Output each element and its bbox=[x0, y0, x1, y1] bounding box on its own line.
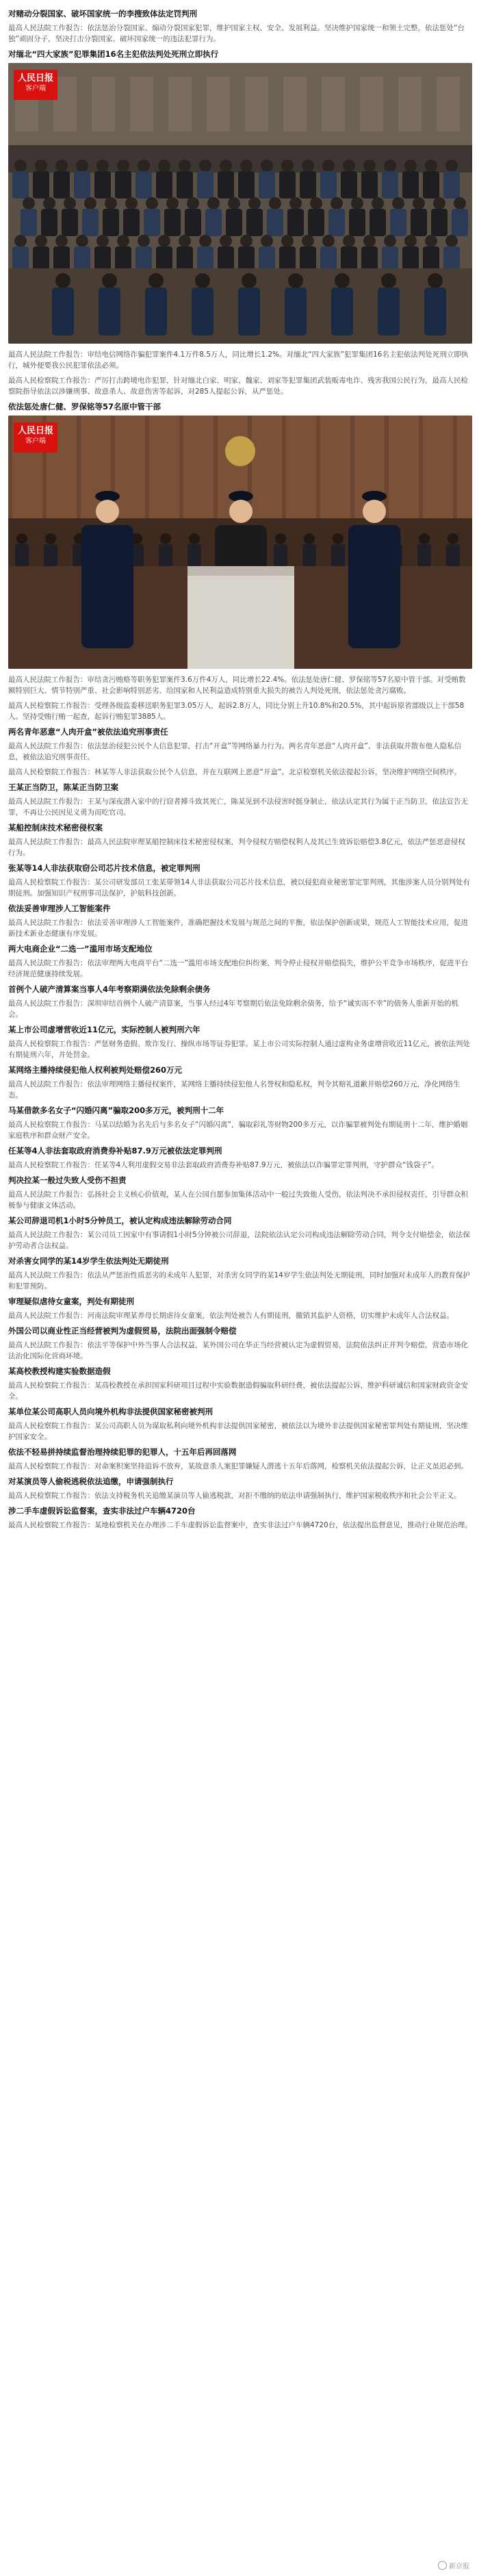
body-paragraph: 最高人民检察院工作报告：林某等人非法获取公民个人信息，并在互联网上恶意“开盒”。北京检察机关依法提起公诉，坚决维护网络空间秩序。 bbox=[8, 768, 461, 776]
article-section bbox=[8, 944, 472, 980]
section-heading: 某单位某公司高职人员向境外机构非法提供国家秘密被判刑 bbox=[8, 1407, 213, 1416]
logo-title: 人民日报 bbox=[17, 426, 53, 436]
body-paragraph: 最高人民法院工作报告：依法惩治侵犯公民个人信息犯罪，打击“开盒”等网络暴力行为。两名青年恶意“人肉开盒”、非法获取并散布他人隐私信息，被依法追究刑事责任。 bbox=[8, 742, 462, 761]
body-paragraph: 最高人民法院工作报告：王某与深夜潜入家中的行窃者搏斗致其死亡，陈某见到不法侵害时挺身制止，依法认定其行为属于正当防卫，依法宣告无罪，不再让公民因见义勇为而吃官司。 bbox=[8, 798, 468, 817]
weibo-icon bbox=[438, 2561, 447, 2570]
section-heading: 任某等4人非法套取政府消费券补贴87.9万元被依法定罪判刑 bbox=[8, 1146, 222, 1156]
logo-subtitle: 客户端 bbox=[25, 85, 46, 92]
body-paragraph: 最高人民检察院工作报告：严厉打击跨境电诈犯罪，针对缅北白家、明家、魏家、刘家等犯罪集团武装贩毒电诈、残害我国公民行为，最高人民检察院指导依法以涉嫌刑事、故意杀人、故意伤害等起诉，对285人提起公诉，从严惩处。 bbox=[8, 377, 468, 396]
section-heading: 依法不轻易拼持续监督治理持续犯罪的犯罪人，十五年后再回落网 bbox=[8, 1447, 237, 1457]
news-photo bbox=[8, 416, 472, 669]
logo-title: 人民日报 bbox=[17, 73, 53, 84]
article-section bbox=[8, 1175, 472, 1211]
body-paragraph: 最高人民检察院工作报告：某公司高职人员为谋取私利向境外机构非法提供国家秘密，被依法以为境外非法提供国家秘密罪判处有期徒刑，坚决维护国家安全。 bbox=[8, 1422, 468, 1441]
body-paragraph: 最高人民法院工作报告：审结贪污贿赂等职务犯罪案件3.6万件4万人，同比增长22.4%。依法惩处唐仁健、罗保铭等57名原中管干部。对受贿数额特别巨大、情节特别严重、社会影响特别恶劣、给国家和人民利益造成特别重大损失的被告人判处死刑，依法惩处贪污腐败。 bbox=[8, 676, 466, 695]
section-heading: 首例个人破产清算案当事人4年考察期满依法免除剩余债务 bbox=[8, 984, 211, 994]
article-section bbox=[8, 1065, 472, 1101]
section-heading: 某上市公司虚增营收近11亿元，实际控制人被判刑六年 bbox=[8, 1025, 200, 1034]
courtroom-photo bbox=[8, 416, 472, 669]
body-paragraph: 最高人民法院工作报告：弘扬社会主义核心价值观，某人在公园自愿参加集体活动中一般过失致他人受伤，依法判决不承担侵权责任，引导群众积极参与健康文体活动。 bbox=[8, 1190, 468, 1210]
article-section bbox=[8, 1326, 472, 1362]
body-paragraph: 最高人民检察院工作报告：依法支持税务机关追缴某演员等人偷逃税款，对拒不缴纳的依法申请强制执行，维护国家税收秩序和社会公平正义。 bbox=[8, 1492, 461, 1500]
article-section bbox=[8, 823, 472, 858]
body-paragraph: 最高人民检察院工作报告：马某以结婚为名先后与多名女子“闪婚闪离”，骗取彩礼等财物200多万元，以诈骗罪被判处有期徒刑十二年，维护婚姻家庭秩序和群众财产安全。 bbox=[8, 1121, 468, 1140]
body-paragraph: 最高人民检察院工作报告：某公司研发部员工张某带领14人非法获取公司芯片技术信息，被以侵犯商业秘密罪定罪判刑，其他涉案人员分别判处有期徒刑。加强知识产权刑事司法保护，护航科技创新。 bbox=[8, 878, 470, 897]
article-section bbox=[8, 782, 472, 818]
courtroom-photo bbox=[8, 63, 472, 344]
section-heading: 张某等14人非法获取窃公司芯片技术信息，被定罪判刑 bbox=[8, 863, 200, 873]
article-section bbox=[8, 402, 472, 722]
people-daily-logo bbox=[14, 422, 57, 452]
people-daily-logo bbox=[14, 70, 57, 100]
section-heading: 马某借款多名女子“闪婚闪离”骗取200多万元，被判刑十二年 bbox=[8, 1106, 224, 1115]
article-section bbox=[8, 1025, 472, 1060]
news-photo bbox=[8, 63, 472, 344]
article-section bbox=[8, 863, 472, 899]
section-heading: 外国公司以商业性正当经营被判为虚假贸易，法院出面强制令赔偿 bbox=[8, 1326, 237, 1336]
article-section bbox=[8, 1146, 472, 1171]
section-heading: 判决拉某一般过失致人受伤不担责 bbox=[8, 1175, 127, 1185]
section-heading: 对杀害女同学的某14岁学生依法判处无期徒刑 bbox=[8, 1256, 169, 1266]
article-section bbox=[8, 1447, 472, 1472]
article-section bbox=[8, 1256, 472, 1292]
section-heading: 某网络主播持续侵犯他人权利被判处赔偿260万元 bbox=[8, 1065, 183, 1075]
body-paragraph: 最高人民法院工作报告：依法审理两大电商平台“二选一”滥用市场支配地位纠纷案，判令停止侵权并赔偿损失，维护公平竞争市场秩序，促进平台经济规范健康持续发展。 bbox=[8, 959, 469, 978]
section-heading: 审理疑似虐待女童案，判处有期徒刑 bbox=[8, 1297, 134, 1306]
article-section bbox=[8, 1506, 472, 1531]
article-section bbox=[8, 984, 472, 1020]
section-heading: 王某正当防卫，陈某正当防卫案 bbox=[8, 782, 118, 792]
body-paragraph: 最高人民检察院工作报告：某高校教授在承担国家科研项目过程中实验数据造假骗取科研经费，被依法提起公诉，维护科研诚信和国家财政资金安全。 bbox=[8, 1381, 468, 1401]
body-paragraph: 最高人民法院工作报告：依法从严惩治性质恶劣的未成年人犯罪，对杀害女同学的某14岁学生依法判处无期徒刑，同时加强对未成年人的教育保护和犯罪预防。 bbox=[8, 1271, 470, 1290]
body-paragraph: 最高人民法院工作报告：依法惩治分裂国家、煽动分裂国家犯罪，维护国家主权、安全、发展利益。坚决维护国家统一和领土完整，依法惩处“台独”顽固分子，坚决打击分裂国家、破坏国家统一的违法犯罪行为。 bbox=[8, 24, 465, 43]
section-heading: 对某演员等人偷税逃税依法追缴，申请强制执行 bbox=[8, 1477, 174, 1486]
section-heading: 某船控制床技术秘密侵权案 bbox=[8, 823, 103, 832]
article-section bbox=[8, 904, 472, 939]
article-section bbox=[8, 1477, 472, 1501]
article-section bbox=[8, 1106, 472, 1141]
article-section bbox=[8, 1366, 472, 1402]
body-paragraph: 最高人民法院工作报告：河南法院审理某养母长期虐待女童案，依法判处被告人有期徒刑，撤销其监护人资格，切实维护未成年人合法权益。 bbox=[8, 1312, 454, 1320]
body-paragraph: 最高人民法院工作报告：依法妥善审理涉人工智能案件，准确把握技术发展与规范之间的平衡，依法保护创新成果，规范人工智能技术应用，促进新技术新业态健康有序发展。 bbox=[8, 919, 468, 938]
section-heading: 两大电商企业“二选一”滥用市场支配地位 bbox=[8, 944, 153, 954]
watermark-text: 新京报 bbox=[449, 2563, 469, 2571]
section-heading: 对缅北“四大家族”犯罪集团16名主犯依法判处死刑立即执行 bbox=[8, 49, 219, 59]
body-paragraph: 最高人民检察院工作报告：受理各级监委移送职务犯罪3.05万人，起诉2.8万人，同比分别上升10.8%和20.5%，其中起诉原省部级以上干部58人。坚持受贿行贿一起查，起诉行贿犯罪3885人。 bbox=[8, 702, 465, 721]
section-heading: 依法妥善审理涉人工智能案件 bbox=[8, 904, 111, 913]
article-section bbox=[8, 49, 472, 397]
article-section bbox=[8, 1297, 472, 1321]
body-paragraph: 最高人民法院工作报告：深圳审结首例个人破产清算案，当事人经过4年考察期后依法免除剩余债务，给予“诚实而不幸”的债务人重新开始的机会。 bbox=[8, 999, 459, 1019]
body-paragraph: 最高人民法院工作报告：依法审理网络主播侵权案件，某网络主播持续侵犯他人名誉权和隐私权，判令其赔礼道歉并赔偿260万元，净化网络生态。 bbox=[8, 1080, 461, 1099]
body-paragraph: 最高人民法院工作报告：某公司员工因家中有事请假1小时5分钟被公司辞退，法院依法认定公司构成违法解除劳动合同，判令支付赔偿金，依法保护劳动者合法权益。 bbox=[8, 1231, 470, 1250]
source-watermark bbox=[438, 2560, 469, 2571]
body-paragraph: 最高人民检察院工作报告：对命案积案坚持追诉不放弃，某故意杀人案犯罪嫌疑人潜逃十五年后落网，检察机关依法提起公诉，让正义虽迟必到。 bbox=[8, 1462, 468, 1470]
section-heading: 两名青年恶意“人肉开盒”被依法追究刑事责任 bbox=[8, 727, 168, 737]
body-paragraph: 最高人民法院工作报告：审结电信网络诈骗犯罪案件4.1万件8.5万人，同比增长1.2%。对缅北“四大家族”犯罪集团16名主犯依法判处死刑立即执行，城外便要我公民犯罪依法必须。 bbox=[8, 350, 469, 370]
section-heading: 涉二手车虚假诉讼监督案，查实非法过户车辆4720台 bbox=[8, 1506, 196, 1516]
article-section bbox=[8, 9, 472, 44]
body-paragraph: 最高人民法院工作报告：依法平等保护中外当事人合法权益，某外国公司在华正当经营被认定为虚假贸易，法院依法纠正并判令赔偿，营造市场化法治化国际化营商环境。 bbox=[8, 1341, 468, 1360]
article-section bbox=[8, 1216, 472, 1251]
article-section bbox=[8, 1407, 472, 1442]
section-heading: 某公司辞退司机1小时5分钟员工，被认定构成违法解除劳动合同 bbox=[8, 1216, 232, 1225]
body-paragraph: 最高人民检察院工作报告：任某等4人利用虚假交易非法套取政府消费券补贴87.9万元，被依法以诈骗罪定罪判刑，守护群众“钱袋子”。 bbox=[8, 1161, 439, 1169]
article-section bbox=[8, 727, 472, 778]
logo-subtitle: 客户端 bbox=[25, 437, 46, 445]
section-heading: 某高校教授构建实验数据造假 bbox=[8, 1366, 111, 1376]
body-paragraph: 最高人民检察院工作报告：某地检察机关在办理涉二手车虚假诉讼监督案中，查实非法过户车辆4720台，依法提出监督意见，推动行业规范治理。 bbox=[8, 1521, 472, 1529]
section-heading: 依法惩处唐仁健、罗保铭等57名原中管干部 bbox=[8, 402, 161, 411]
section-heading: 对赌动分裂国家、破坏国家统一的李搜致体法定罚判刑 bbox=[8, 9, 197, 18]
body-paragraph: 最高人民法院工作报告：最高人民法院审理某船控制床技术秘密侵权案，判令侵权方赔偿权利人及其已生效诉讼赔偿3.8亿元，依法严惩恶意侵权行为。 bbox=[8, 838, 465, 857]
body-paragraph: 最高人民检察院工作报告：严惩财务造假、欺诈发行、操纵市场等证券犯罪。某上市公司实际控制人通过虚构业务虚增营收近11亿元，被依法判处有期徒刑六年，并处罚金。 bbox=[8, 1040, 470, 1059]
